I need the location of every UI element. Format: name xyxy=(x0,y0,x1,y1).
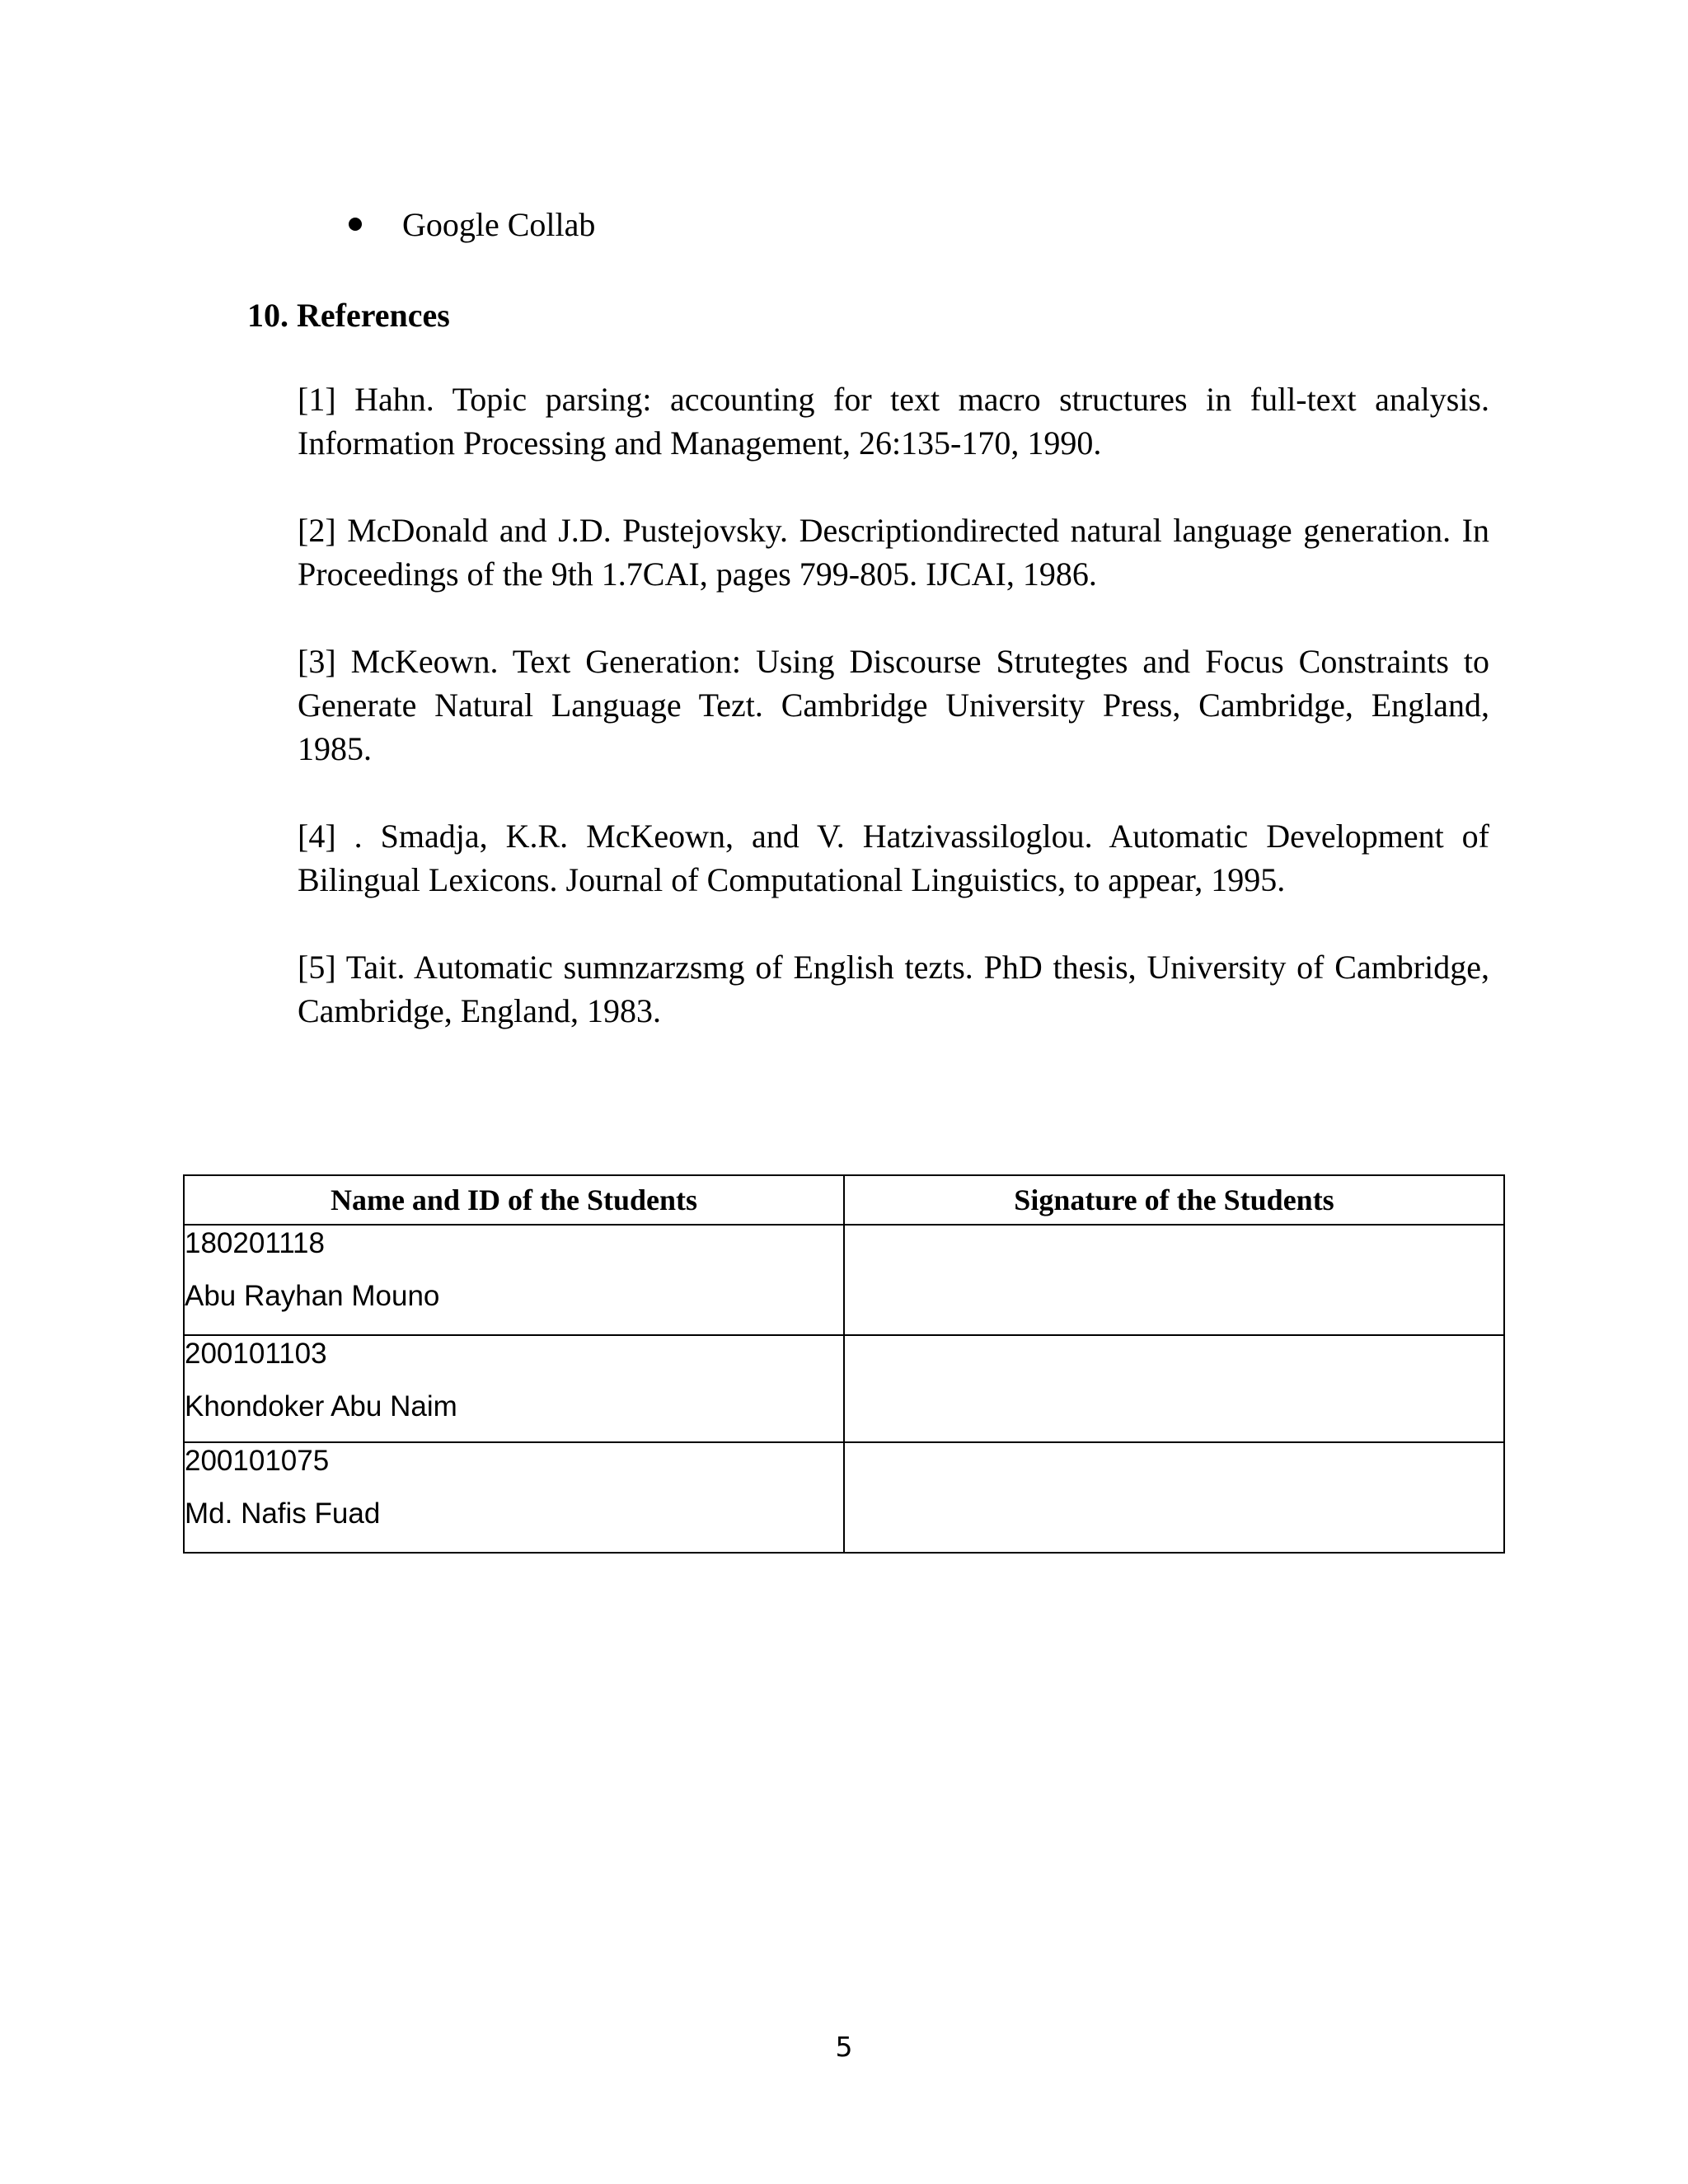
reference-item: [1] Hahn. Topic parsing: accounting for text macro structures in full-text analysis. Information Processing and Management, 26:135-170, 1990. xyxy=(298,381,1489,462)
student-id: 200101075 xyxy=(185,1445,330,1477)
table-header-row xyxy=(184,1175,1504,1225)
tools-list-item xyxy=(349,202,595,248)
signature-cell xyxy=(844,1225,1504,1335)
reference-item: [2] McDonald and J.D. Pustejovsky. Descriptiondirected natural language generation. In Proceedings of the 9th 1.7CAI, pages 799-805. IJCAI, 1986. xyxy=(298,512,1489,593)
student-name: Md. Nafis Fuad xyxy=(185,1497,381,1530)
student-name: Khondoker Abu Naim xyxy=(185,1390,457,1422)
students-table xyxy=(183,1174,1505,1554)
table-row xyxy=(184,1335,1504,1442)
table-row xyxy=(184,1225,1504,1335)
student-cell xyxy=(184,1225,844,1335)
student-id: 200101103 xyxy=(185,1338,327,1370)
section-heading-references: 10. References xyxy=(247,297,450,334)
student-id: 180201118 xyxy=(185,1227,325,1259)
reference-item: [5] Tait. Automatic sumnzarzsmg of English tezts. PhD thesis, University of Cambridge, Cambridge, England, 1983. xyxy=(298,949,1489,1029)
student-cell xyxy=(184,1335,844,1442)
references-list xyxy=(298,377,1489,1076)
signature-cell xyxy=(844,1335,1504,1442)
table-row xyxy=(184,1442,1504,1553)
student-cell xyxy=(184,1442,844,1553)
student-name: Abu Rayhan Mouno xyxy=(185,1280,440,1312)
tools-list-item-text: Google Collab xyxy=(402,206,596,243)
reference-item: [4] . Smadja, K.R. McKeown, and V. Hatzivassiloglou. Automatic Development of Bilingual Lexicons. Journal of Computational Linguistics, to appear, 1995. xyxy=(298,818,1489,898)
table-header-signature: Signature of the Students xyxy=(844,1175,1504,1225)
page-number: 5 xyxy=(835,2031,853,2063)
signature-cell xyxy=(844,1442,1504,1553)
table-header-name-id: Name and ID of the Students xyxy=(184,1175,844,1225)
reference-item: [3] McKeown. Text Generation: Using Discourse Strutegtes and Focus Constraints to Generate Natural Language Tezt. Cambridge University Press, Cambridge, England, 1985. xyxy=(298,643,1489,767)
bullet-icon xyxy=(349,218,362,231)
